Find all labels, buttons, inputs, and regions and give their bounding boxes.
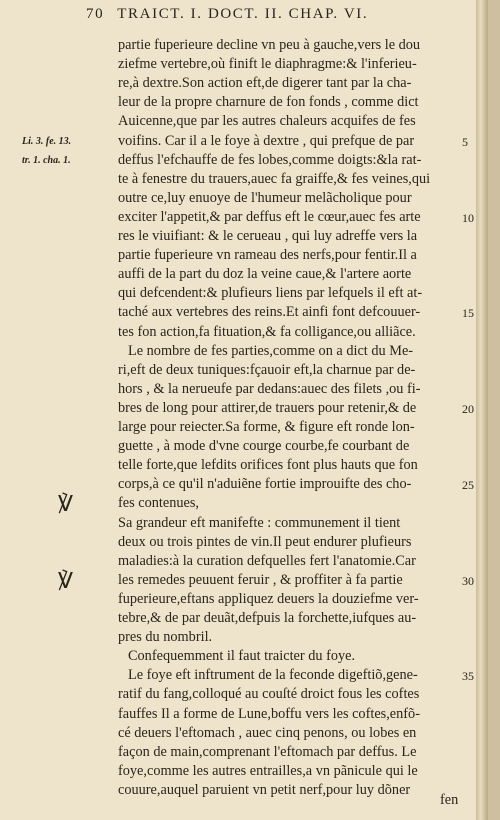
text-line: ri,eft de deux tuniques:fçauoir eft,la charnue par de- bbox=[118, 361, 416, 378]
margin-number: 25 bbox=[462, 478, 474, 493]
text-line: guette , à mode d'vne courge courbe,fe courbant de bbox=[118, 438, 410, 455]
text-line: auffi de la part du doz la veine caue,& l'artere aorte bbox=[118, 266, 412, 283]
text-line: pres du nombril. bbox=[118, 629, 213, 646]
page-edge bbox=[476, 0, 488, 820]
side-note: tr. 1. cha. 1. bbox=[22, 154, 71, 166]
paragraph-mark: ℣ bbox=[58, 567, 74, 593]
text-line: Auicenne,que par les autres chaleurs acquifes de fes bbox=[118, 113, 416, 130]
text-line: res le viuifiant: & le cerueau , qui luy adreffe vers la bbox=[118, 228, 418, 244]
text-line: ratif du fang,colloqué au couſté droict fous les coftes bbox=[118, 686, 420, 703]
text-line: partie fuperieure decline vn peu à gauche,vers le dou bbox=[118, 37, 421, 53]
margin-number: 10 bbox=[462, 210, 474, 225]
text-line: Sa grandeur eft manifefte : communement il tient bbox=[118, 514, 401, 531]
text-line: fauffes Il a forme de Lune,boffu vers les coftes,enfõ- bbox=[118, 705, 420, 722]
text-line: voifins. Car il a le foye à dextre , qui prefque de par bbox=[118, 132, 415, 149]
text-line: hors , & la nerueufe par dedans:auec des filets ,ou fi- bbox=[118, 380, 421, 397]
text-line: te à fenestre du trauers,auec fa graiffe,& fes veines,qui bbox=[118, 170, 431, 187]
margin-number: 20 bbox=[462, 401, 474, 416]
text-line: partie fuperieure vn rameau des nerfs,pour fentir.Il a bbox=[118, 247, 417, 264]
text-line: couure,auquel paruient vn petit nerf,pour luy dõner bbox=[118, 781, 411, 798]
text-line: large pour reiecter.Sa forme, & figure eft ronde lon- bbox=[118, 419, 415, 435]
text-line: tebre,& de par deuãt,defpuis la forchette,iufques au- bbox=[118, 610, 417, 626]
text-line: fuperieure,eftans appliquez deuers la douziefme ver- bbox=[118, 590, 419, 607]
text-line: re,à dextre.Son action eft,de digerer tant par la cha- bbox=[118, 75, 412, 92]
text-line: deux ou trois pintes de vin.Il peut endurer plufieurs bbox=[118, 533, 412, 550]
text-line: deffus l'efchauffe de fes lobes,comme doigts:&la rat- bbox=[118, 151, 422, 168]
text-line: ziefme vertebre,où finift le diaphragme:& l'inferieu- bbox=[118, 56, 417, 73]
catchword: fen bbox=[440, 792, 459, 808]
text-line: cé deuers l'eftomach , auec cinq penons, ou lobes en bbox=[118, 724, 417, 741]
text-line: façon de main,comprenant l'eftomach par deffus. Le bbox=[118, 743, 417, 760]
text-line: outre ce,luy enuoye de l'humeur melãcholique pour bbox=[118, 189, 412, 206]
text-line: Le nombre de fes parties,comme on a dict du Me- bbox=[128, 342, 414, 359]
text-line: maladies:à la curation defquelles fert l'anatomie.Car bbox=[118, 552, 416, 569]
running-header bbox=[86, 6, 368, 23]
text-line: les remedes peuuent feruir , & proffiter à fa partie bbox=[118, 571, 403, 588]
page-number: 70 bbox=[86, 6, 105, 22]
text-line: fes contenues, bbox=[118, 495, 199, 512]
text-line: telle forte,que lefdits orifices font plus hauts que fon bbox=[118, 457, 418, 474]
margin-number: 30 bbox=[462, 573, 474, 588]
text-line: foye,comme les autres entrailles,a vn pãnicule qui le bbox=[118, 762, 418, 779]
margin-number: 35 bbox=[462, 669, 474, 684]
text-line: taché aux vertebres des reins.Et ainfi font defcouuer- bbox=[118, 304, 421, 321]
text-line: bres de long pour attirer,de trauers pour retenir,& de bbox=[118, 399, 417, 416]
text-line: Confequemment il faut traicter du foye. bbox=[128, 648, 356, 665]
margin-number: 15 bbox=[462, 306, 474, 321]
margin-number: 5 bbox=[462, 134, 468, 149]
text-line: Le foye eft inftrument de la feconde digeftiõ,gene- bbox=[128, 667, 418, 684]
text-line: qui defcendent:& plufieurs liens par lefquels il eft at- bbox=[118, 285, 423, 302]
running-head: TRAICT. I. DOCT. II. CHAP. VI. bbox=[117, 6, 369, 22]
text-line: corps,à ce qu'il n'aduiẽne fortie improuifte des cho- bbox=[118, 476, 412, 493]
side-note: Li. 3. fe. 13. bbox=[22, 135, 72, 147]
paragraph-mark: ℣ bbox=[58, 491, 74, 517]
text-line: exciter l'appetit,& par deffus eft le cœur,auec fes arte bbox=[118, 208, 421, 225]
text-line: leur de la propre charnure de fon fonds , comme dict bbox=[118, 94, 419, 111]
text-line: tes fon action,fa fituation,& fa colligance,ou alliãce. bbox=[118, 323, 416, 340]
